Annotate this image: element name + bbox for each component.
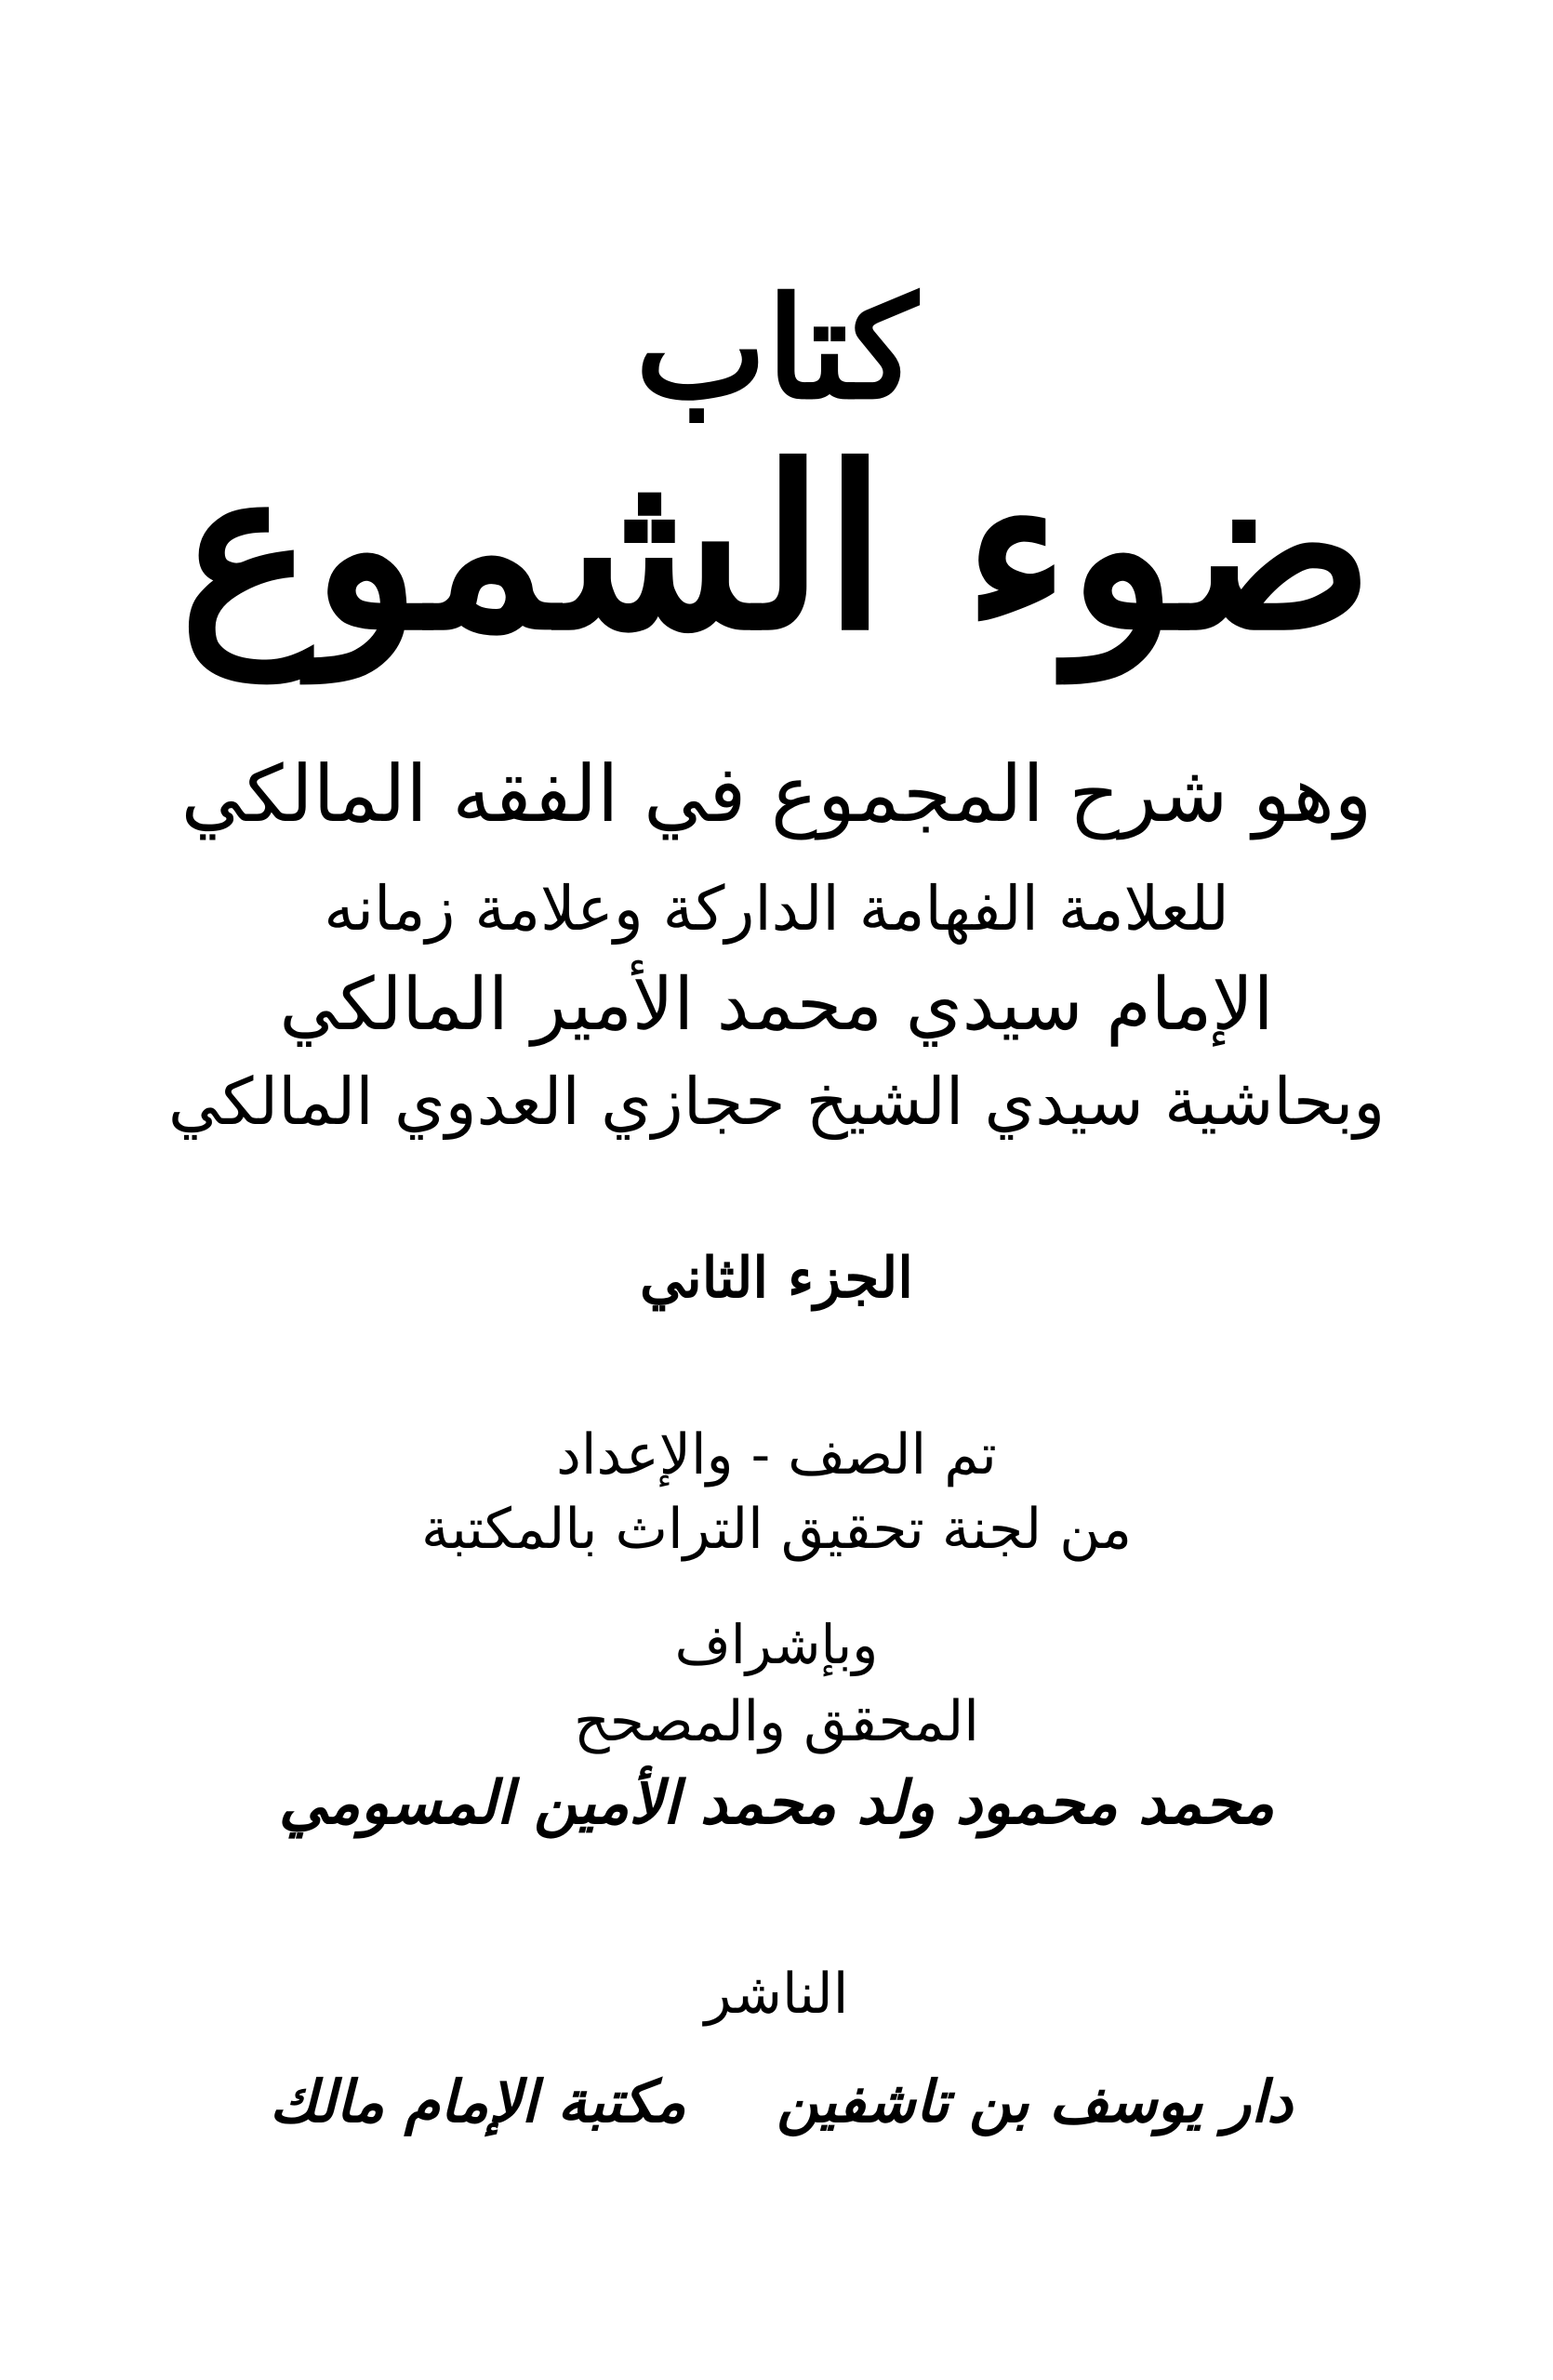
book-subtitle: وهو شرح المجموع في الفقه المالكي xyxy=(180,748,1373,840)
editor-role: المحقق والمصحح xyxy=(574,1689,979,1754)
committee-credit: من لجنة تحقيق التراث بالمكتبة xyxy=(420,1497,1133,1562)
book-title-prefix: كتاب xyxy=(635,267,918,430)
publisher-name-1: دار يوسف بن تاشفين xyxy=(776,2068,1293,2135)
supervision-label: وبإشراف xyxy=(674,1613,879,1676)
publisher-label: الناشر xyxy=(704,1962,849,2027)
editor-name: محمد محمود ولد محمد الأمين المسومي xyxy=(278,1768,1275,1838)
publisher-name-2: مكتبة الإمام مالك xyxy=(270,2068,686,2135)
author-name: الإمام سيدي محمد الأمير المالكي xyxy=(279,963,1274,1047)
book-title: ضوء الشموع xyxy=(179,417,1374,680)
author-epithet: للعلامة الفهامة الداركة وعلامة زمانه xyxy=(324,873,1229,945)
annotation-author: وبحاشية سيدي الشيخ حجازي العدوي المالكي xyxy=(167,1064,1386,1140)
typesetting-credit: تم الصف - والإعداد xyxy=(556,1422,997,1488)
volume-label: الجزء الثاني xyxy=(640,1246,913,1311)
